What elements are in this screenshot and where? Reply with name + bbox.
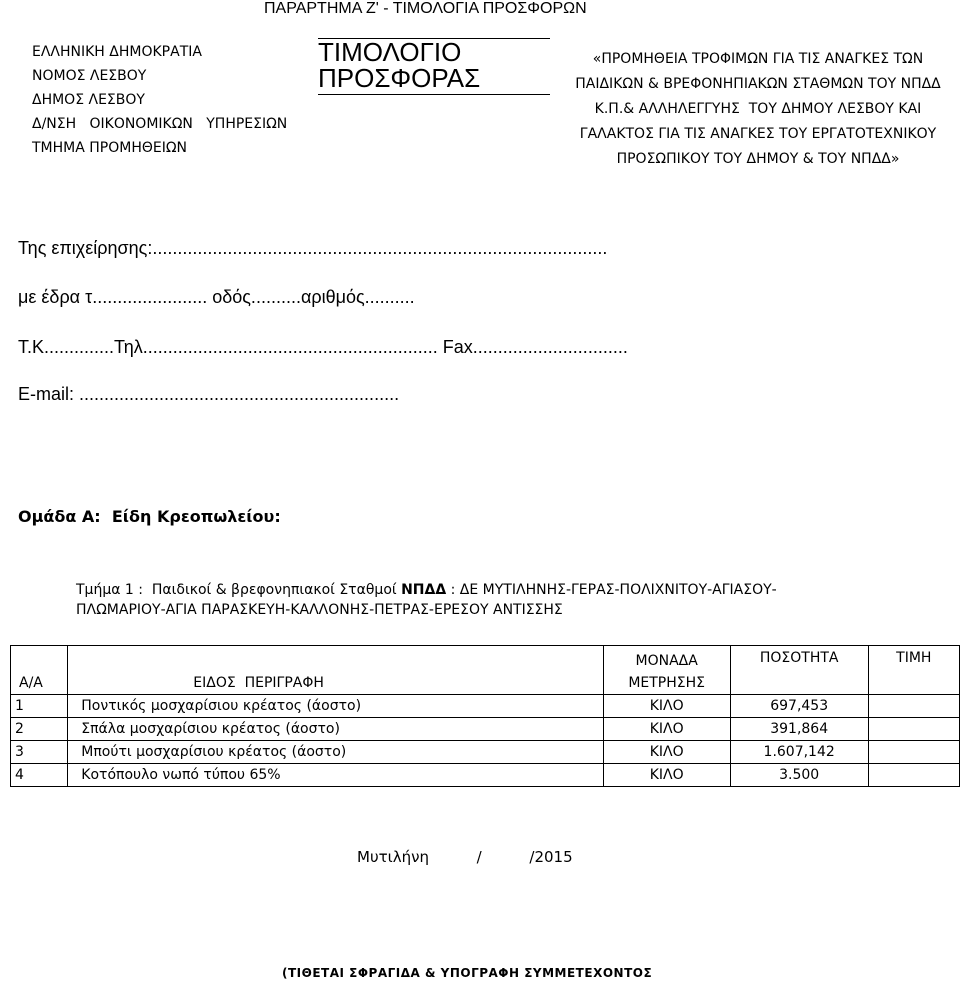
authority-line: Δ/ΝΣΗ ΟΙΚΟΝΟΜΙΚΩΝ ΥΠΗΡΕΣΙΩΝ xyxy=(32,116,288,132)
row-unit: ΚΙΛΟ xyxy=(603,764,730,787)
row-price[interactable] xyxy=(868,741,959,764)
project-line: ΓΑΛΑΚΤΟΣ ΓΙΑ ΤΙΣ ΑΝΑΓΚΕΣ ΤΟΥ ΕΡΓΑΤΟΤΕΧΝΙΚΟΥ xyxy=(579,126,937,142)
postal-phone-fax-field: Τ.Κ..............Τηλ........................................................... Fax............................... xyxy=(18,337,628,357)
email-field: E-mail: ................................................................ xyxy=(18,384,400,404)
section-description xyxy=(76,580,777,620)
row-aa: 1 xyxy=(11,695,68,718)
stamp-signature-note: (ΤΙΘΕΤΑΙ ΣΦΡΑΓΙΔΑ & ΥΠΟΓΡΑΦΗ ΣΥΜΜΕΤΕΧΟΝΤΟΣ xyxy=(282,966,653,980)
header-unit xyxy=(603,646,730,695)
table-row xyxy=(11,741,960,764)
place-date: Μυτιλήνη / /2015 xyxy=(357,848,573,866)
header-quantity: ΠΟΣΟΤΗΤΑ xyxy=(730,646,868,695)
company-field: Της επιχείρησης:........................................................................................... xyxy=(18,238,608,258)
row-unit: ΚΙΛΟ xyxy=(603,741,730,764)
section-suffix: : ΔΕ ΜΥΤΙΛΗΝΗΣ-ΓΕΡΑΣ-ΠΟΛΙΧΝΙΤΟΥ-ΑΓΙΑΣΟΥ- xyxy=(446,582,777,598)
row-quantity: 697,453 xyxy=(730,695,868,718)
row-quantity: 3.500 xyxy=(730,764,868,787)
table-row xyxy=(11,695,960,718)
section-line-2: ΠΛΩΜΑΡΙΟΥ-ΑΓΙΑ ΠΑΡΑΣΚΕΥΗ-ΚΑΛΛΟΝΗΣ-ΠΕΤΡΑΣ-ΕΡΕΣΟΥ ΑΝΤΙΣΣΗΣ xyxy=(76,602,563,618)
section-bold: ΝΠΔΔ xyxy=(401,582,447,598)
authority-line: ΝΟΜΟΣ ΛΕΣΒΟΥ xyxy=(32,68,147,84)
project-line: ΠΡΟΣΩΠΙΚΟΥ ΤΟΥ ΔΗΜΟΥ & ΤΟΥ ΝΠΔΔ» xyxy=(616,151,900,167)
authority-line: ΕΛΛΗΝΙΚΗ ΔΗΜΟΚΡΑΤΙΑ xyxy=(32,44,202,60)
header-unit-line: ΜΕΤΡΗΣΗΣ xyxy=(628,675,705,691)
row-price[interactable] xyxy=(868,764,959,787)
row-quantity: 391,864 xyxy=(730,718,868,741)
annex-title: ΠΑΡΑΡΤΗΜΑ Ζ' - ΤΙΜΟΛΟΓΙΑ ΠΡΟΣΦΟΡΩΝ xyxy=(264,0,587,17)
authority-line: ΤΜΗΜΑ ΠΡΟΜΗΘΕΙΩΝ xyxy=(32,140,188,156)
row-unit: ΚΙΛΟ xyxy=(603,695,730,718)
header-aa: Α/Α xyxy=(11,646,68,695)
group-title: Ομάδα Α: Είδη Κρεοπωλείου: xyxy=(18,507,281,526)
project-line: Κ.Π.& ΑΛΛΗΛΕΓΓΥΗΣ ΤΟΥ ΔΗΜΟΥ ΛΕΣΒΟΥ ΚΑΙ xyxy=(594,101,922,117)
table-header-row xyxy=(11,646,960,695)
price-table xyxy=(10,645,960,787)
row-price[interactable] xyxy=(868,695,959,718)
project-title xyxy=(556,47,960,172)
header-description: ΕΙΔΟΣ ΠΕΡΙΓΡΑΦΗ xyxy=(68,646,603,695)
row-description: Κοτόπουλο νωπό τύπου 65% xyxy=(68,764,603,787)
row-description: Ποντικός μοσχαρίσιου κρέατος (άοστο) xyxy=(68,695,603,718)
row-aa: 4 xyxy=(11,764,68,787)
row-aa: 2 xyxy=(11,718,68,741)
offer-title-line: ΤΙΜΟΛΟΓΙΟ xyxy=(318,37,462,67)
table-row xyxy=(11,764,960,787)
authority-line: ΔΗΜΟΣ ΛΕΣΒΟΥ xyxy=(32,92,145,108)
header-price: ΤΙΜΗ xyxy=(868,646,959,695)
project-line: ΠΑΙΔΙΚΩΝ & ΒΡΕΦΟΝΗΠΙΑΚΩΝ ΣΤΑΘΜΩΝ ΤΟΥ ΝΠΔΔ xyxy=(575,76,941,92)
offer-title-line: ΠΡΟΣΦΟΡΑΣ xyxy=(318,63,481,93)
project-line: «ΠΡΟΜΗΘΕΙΑ ΤΡΟΦΙΜΩΝ ΓΙΑ ΤΙΣ ΑΝΑΓΚΕΣ ΤΩΝ xyxy=(592,51,924,67)
row-price[interactable] xyxy=(868,718,959,741)
header-unit-line: ΜΟΝΑΔΑ xyxy=(635,653,698,669)
table-row xyxy=(11,718,960,741)
section-prefix: Τμήμα 1 : Παιδικοί & βρεφονηπιακοί Σταθμοί xyxy=(76,582,402,598)
seat-field: με έδρα τ....................... οδός..........αριθμός.......... xyxy=(18,287,415,307)
row-description: Μπούτι μοσχαρίσιου κρέατος (άοστο) xyxy=(68,741,603,764)
row-aa: 3 xyxy=(11,741,68,764)
row-quantity: 1.607,142 xyxy=(730,741,868,764)
offer-title xyxy=(318,38,550,95)
authority-block xyxy=(32,40,287,160)
row-unit: ΚΙΛΟ xyxy=(603,718,730,741)
row-description: Σπάλα μοσχαρίσιου κρέατος (άοστο) xyxy=(68,718,603,741)
